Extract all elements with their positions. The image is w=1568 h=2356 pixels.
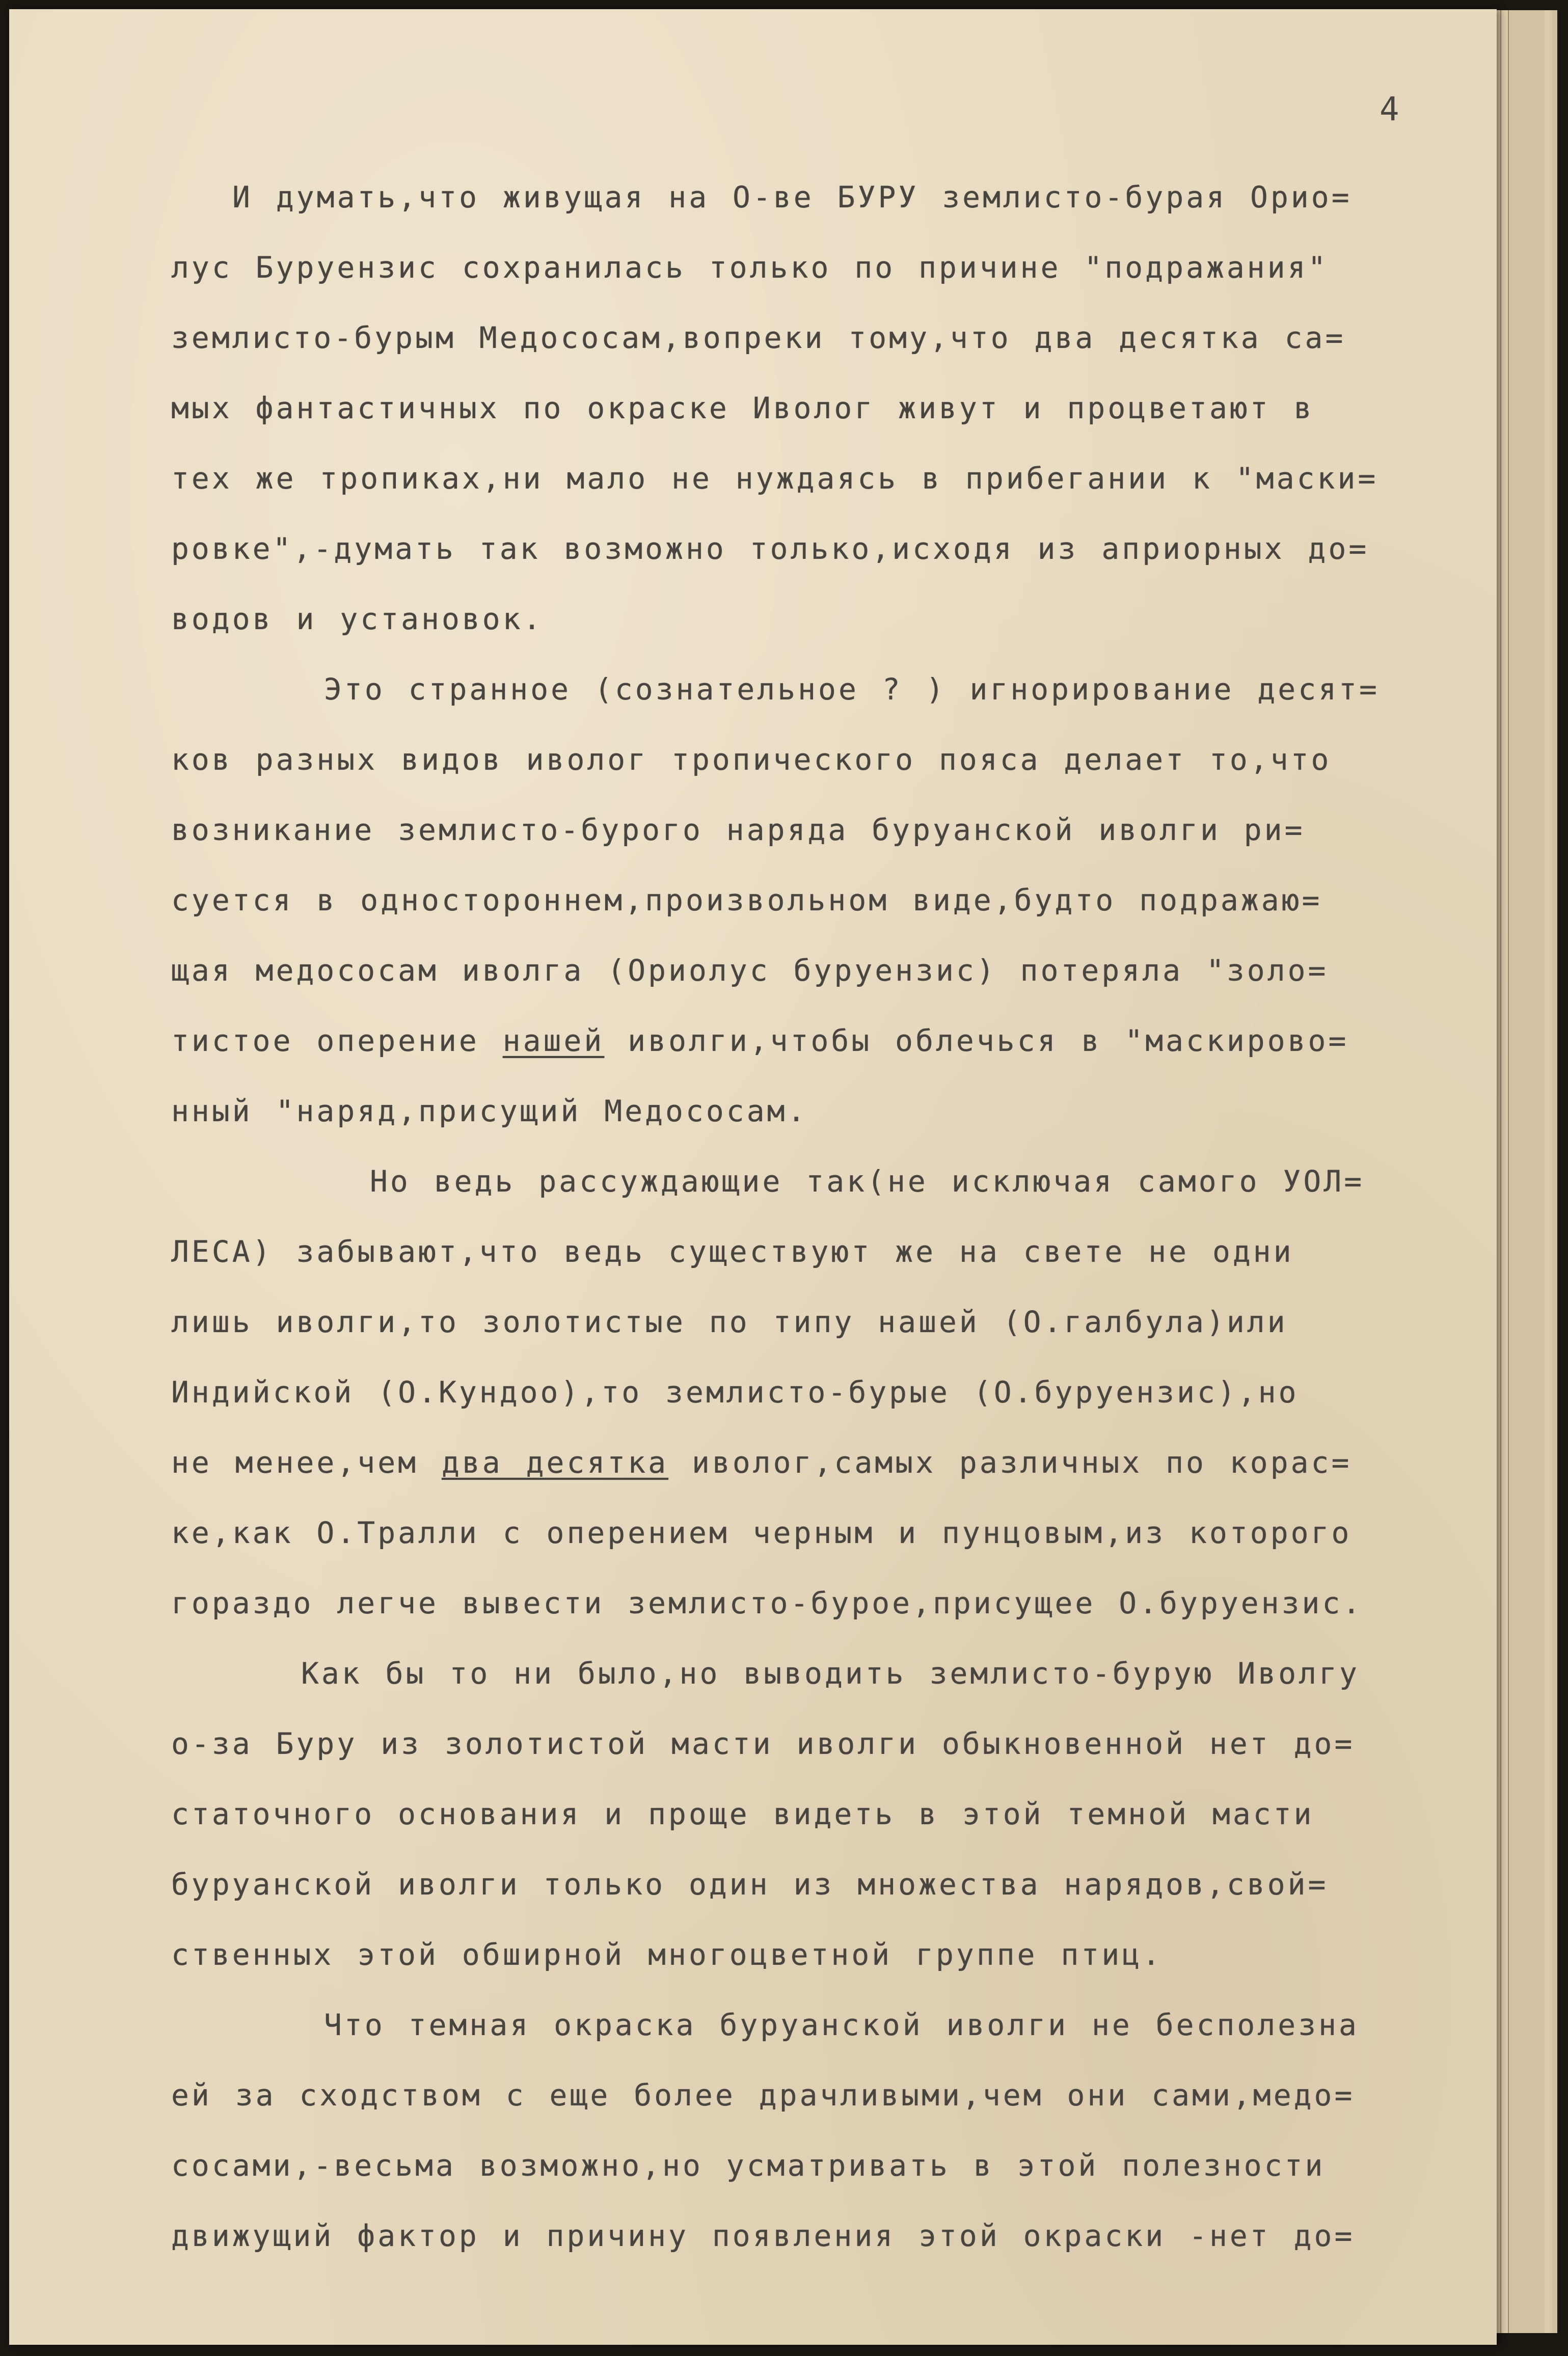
text-line: ровке",-думать так возможно только,исходя из априорных до= — [171, 531, 1369, 566]
text-line — [171, 1427, 1496, 1498]
text-line: гораздо легче вывести землисто-бурое,присущее О.буруензис. — [171, 1586, 1363, 1620]
underlined-phrase: два десятка — [441, 1445, 669, 1480]
underlined-word: нашей — [502, 1023, 605, 1058]
body-text — [171, 162, 1496, 2271]
text-fragment: иволги,чтобы облечься в "маскирово= — [604, 1023, 1349, 1058]
page-stack-edge — [1508, 10, 1545, 2333]
text-line: водов и установок. — [171, 602, 544, 636]
text-line — [171, 1006, 1496, 1076]
text-line: статочного основания и проще видеть в этой темной масти — [171, 1797, 1314, 1831]
text-line: Как бы то ни было,но выводить землисто-бурую Иволгу — [301, 1656, 1360, 1691]
text-line: ЛЕСА) забывают,что ведь существуют же на свете не одни — [171, 1234, 1294, 1269]
paragraph — [171, 1990, 1496, 2271]
text-fragment: иволог,самых различных по корас= — [668, 1445, 1352, 1480]
paragraph — [171, 162, 1496, 654]
text-line: о-за Буру из золотистой масти иволги обыкновенной нет до= — [171, 1726, 1355, 1761]
text-line: ке,как О.Тралли с оперением черным и пунцовым,из которого — [171, 1515, 1352, 1550]
text-line: тех же тропиках,ни мало не нуждаясь в прибегании к "маски= — [171, 461, 1378, 496]
text-line: лишь иволги,то золотистые по типу нашей (О.галбула)или — [171, 1305, 1288, 1339]
text-line: Это странное (сознательное ? ) игнорирование десят= — [324, 672, 1380, 707]
page-number: 4 — [1380, 91, 1400, 128]
text-line: возникание землисто-бурого наряда буруанской иволги ри= — [171, 813, 1305, 847]
text-fragment: не менее,чем — [171, 1445, 442, 1480]
text-line: ков разных видов иволог тропического пояса делает то,что — [171, 742, 1332, 777]
text-line: сосами,-весьма возможно,но усматривать в этой полезности — [171, 2148, 1326, 2183]
text-line: движущий фактор и причину появления этой окраски -нет до= — [171, 2218, 1355, 2253]
text-line: нный "наряд,присущий Медососам. — [171, 1094, 808, 1128]
text-line: щая медососам иволга (Ориолус буруензис) потеряла "золо= — [171, 953, 1329, 988]
text-fragment: тистое оперение — [171, 1023, 503, 1058]
paragraph — [171, 1146, 1496, 1638]
text-line: лус Буруензис сохранилась только по причине "подражания" — [171, 250, 1329, 285]
text-line: И думать,что живущая на О-ве БУРУ землисто-бурая Орио= — [232, 180, 1352, 214]
typewritten-page — [9, 9, 1497, 2345]
text-line: буруанской иволги только один из множества нарядов,свой= — [171, 1867, 1329, 1902]
text-line: ственных этой обширной многоцветной группе птиц. — [171, 1937, 1163, 1972]
text-line: землисто-бурым Медососам,вопреки тому,что два десятка са= — [171, 320, 1346, 355]
text-line: Но ведь рассуждающие так(не исключая самого УОЛ= — [370, 1164, 1365, 1199]
text-line: мых фантастичных по окраске Иволог живут и процветают в — [171, 391, 1314, 425]
paragraph — [171, 654, 1496, 1146]
paragraph — [171, 1638, 1496, 1990]
text-line: Индийской (О.Кундоо),то землисто-бурые (О.буруензис),но — [171, 1375, 1299, 1410]
text-line: Что темная окраска буруанской иволги не бесполезна — [324, 2008, 1359, 2042]
text-line: ей за сходством с еще более драчливыми,чем они сами,медо= — [171, 2078, 1355, 2113]
text-line: суется в одностороннем,произвольном виде,будто подражаю= — [171, 883, 1322, 917]
